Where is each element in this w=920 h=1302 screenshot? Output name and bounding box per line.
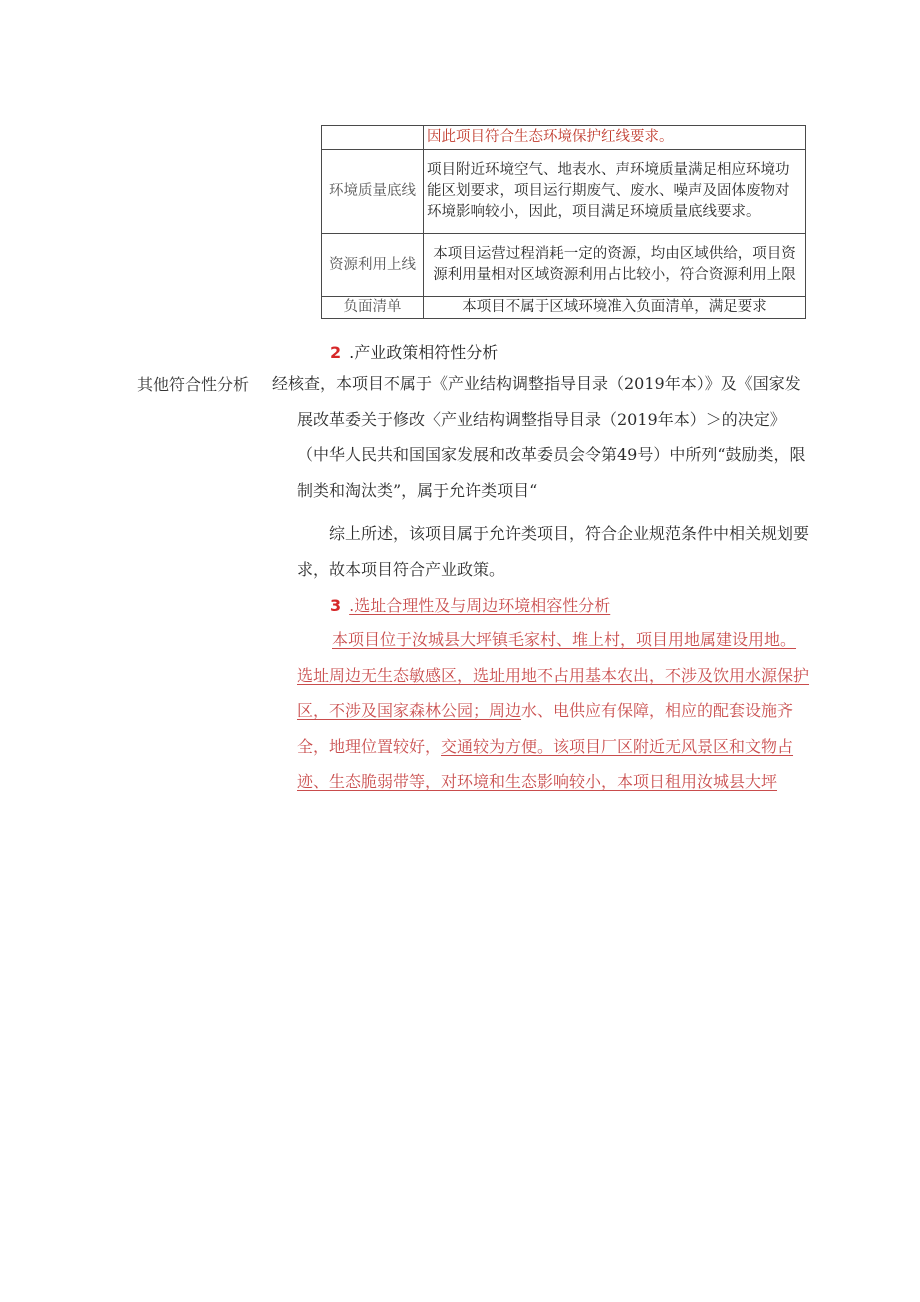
table-content-cell: 因此项目符合生态环境保护红线要求。	[424, 126, 806, 150]
eco-compliance-table	[321, 125, 806, 319]
table-row	[322, 126, 806, 150]
table-row	[322, 150, 806, 234]
side-label: 其他符合性分析	[137, 375, 250, 394]
paragraph-industry-check: 经核查，本项目不属于《产业结构调整指导目录（2019年本）》及《国家发展改革委关于修改〈产业结构调整指导目录（2019年本）＞的决定》（中华人民共和国国家发展和改革委员会令第49号）中所列“鼓励类，限制类和淘汰类”，属于允许类项目“	[272, 374, 806, 500]
table-label-cell: 环境质量底线	[322, 150, 424, 234]
table-row	[322, 234, 806, 297]
section-3-title: .选址合理性及与周边环境相容性分析	[349, 596, 611, 615]
section-3-heading	[330, 593, 610, 616]
table-label-cell: 资源利用上线	[322, 234, 424, 297]
section-2-heading	[330, 340, 498, 363]
table-content-cell: 本项目运营过程消耗一定的资源，均由区域供给，项目资源利用量相对区域资源利用占比较小，符合资源利用上限	[424, 234, 806, 297]
table-content-cell: 本项目不属于区域环境准入负面清单，满足要求	[424, 297, 806, 319]
paragraph-industry-summary: 综上所述，该项目属于允许类项目，符合企业规范条件中相关规划要求，故本项目符合产业政策。	[297, 524, 810, 579]
section-3-number: 3	[330, 596, 342, 615]
section-2-title: .产业政策相符性分析	[349, 343, 499, 362]
site-text-part-1: 本项目位于汝城县大坪镇毛家村、堆上村，项目用地属建设用地。选址周边无生态敏感区，选址用地不占用基本农出，不涉及饮用水源保护区，不涉及国家森林公园；周边	[297, 630, 810, 720]
site-text-part-3: 交通较为方便。该项目厂区附近无风景区和文物占迹、生态脆弱带等，对环境和生态影响较小，本项日租用汝城县大坪	[297, 736, 794, 791]
table-label-cell: 负面清单	[322, 297, 424, 319]
table-row	[322, 297, 806, 319]
paragraph-site-analysis	[297, 622, 809, 800]
table-label-cell	[322, 126, 424, 150]
section-2-number: 2	[330, 343, 342, 362]
site-text-part-2: 水、电供应有保障，相应的配套设施齐全，地理位置较好，	[297, 701, 794, 756]
table-content-cell: 项目附近环境空气、地表水、声环境质量满足相应环境功能区划要求，项目运行期废气、废水、噪声及固体废物对环境影响较小，因此，项目满足环境质量底线要求。	[424, 150, 806, 234]
